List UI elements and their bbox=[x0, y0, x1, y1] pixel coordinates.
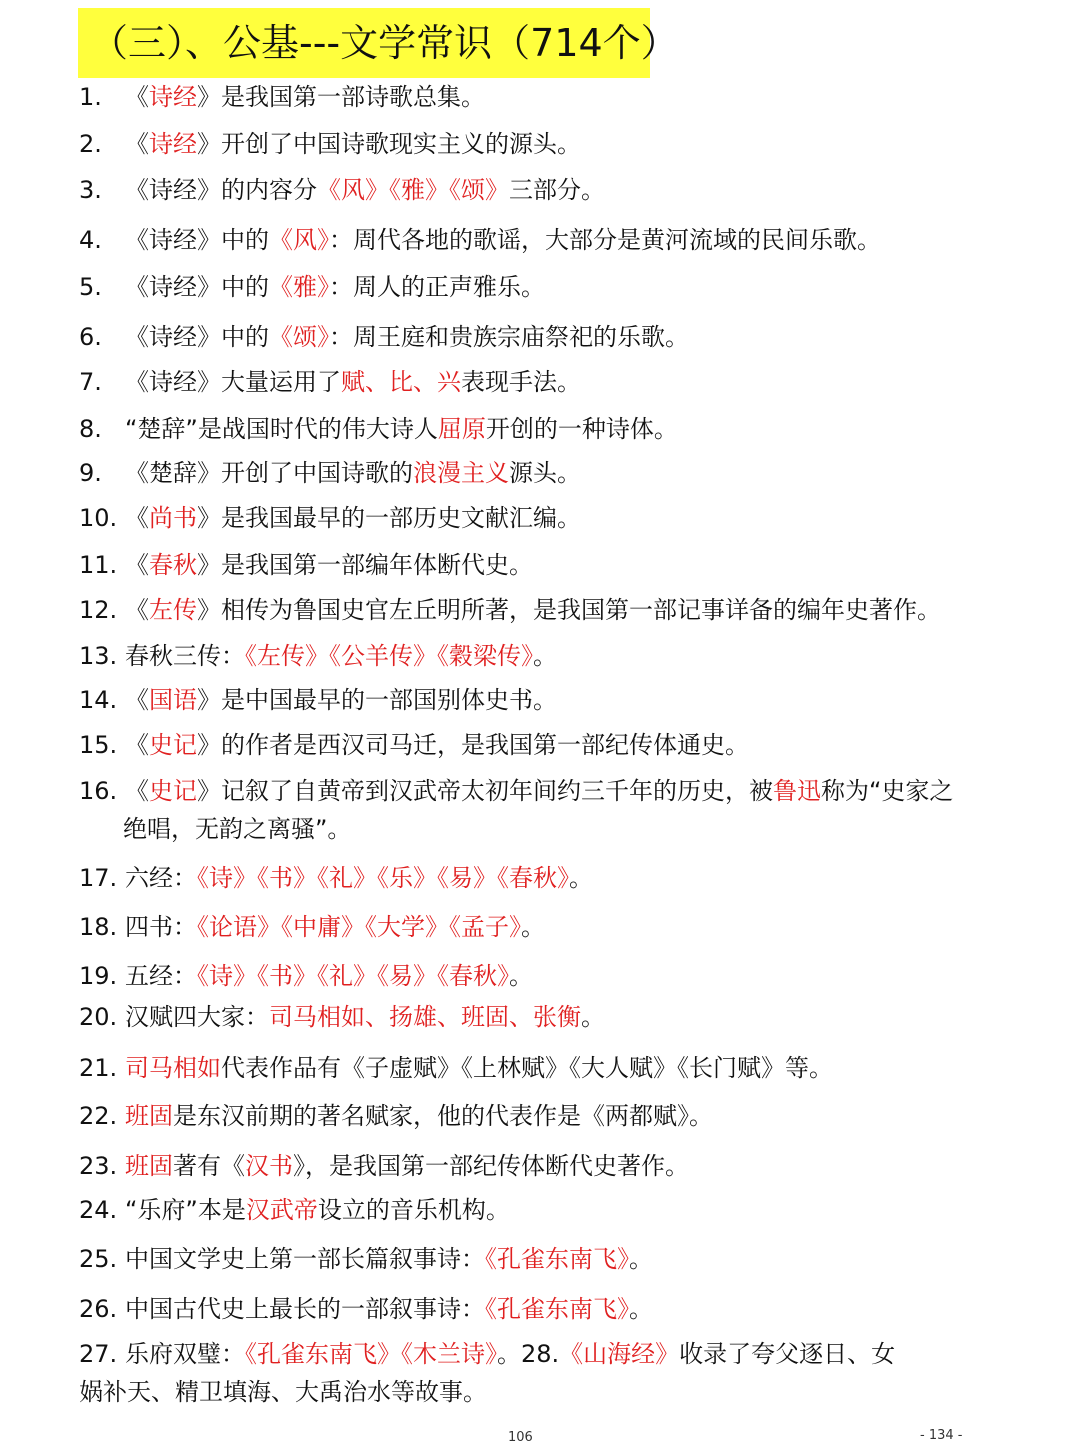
highlighted-text: 诗经 bbox=[149, 130, 197, 158]
list-item bbox=[79, 591, 979, 629]
list-item bbox=[79, 1240, 979, 1278]
highlighted-text: 史记 bbox=[149, 731, 197, 759]
highlighted-text: 司马相如、扬雄、班固、张衡 bbox=[269, 1003, 581, 1031]
highlighted-text: 屈原 bbox=[437, 415, 486, 443]
item-text: 《诗经》大量运用了 bbox=[125, 368, 341, 396]
item-text: 《 bbox=[125, 504, 149, 532]
item-text: 。 bbox=[533, 642, 557, 670]
item-number: 21. bbox=[79, 1054, 118, 1082]
item-text: 三部分。 bbox=[509, 176, 605, 204]
item-text: 中国古代史上最长的一部叙事诗： bbox=[125, 1295, 485, 1323]
list-item bbox=[79, 546, 979, 584]
list-item bbox=[79, 410, 979, 448]
item-text: 《诗经》中的 bbox=[125, 323, 269, 351]
list-item bbox=[79, 171, 979, 209]
item-text: “乐府”本是 bbox=[125, 1196, 246, 1224]
item-text: 。 bbox=[509, 962, 533, 990]
list-item bbox=[79, 268, 979, 306]
highlighted-text: 《左传》《公羊传》《穀梁传》 bbox=[245, 642, 533, 670]
item-text: 代表作品有《子虚赋》《上林赋》《大人赋》《长门赋》等。 bbox=[221, 1054, 833, 1082]
item-number: 24. bbox=[79, 1196, 118, 1224]
item-text: 《 bbox=[125, 777, 149, 805]
item-text: 》的作者是西汉司马迁，是我国第一部纪传体通史。 bbox=[197, 731, 749, 759]
highlighted-text: 国语 bbox=[149, 686, 197, 714]
list-item bbox=[79, 1147, 979, 1185]
item-text: 春秋三传： bbox=[125, 642, 245, 670]
highlighted-text: 尚书 bbox=[149, 504, 197, 532]
list-item bbox=[79, 221, 979, 259]
list-item bbox=[79, 363, 979, 401]
list-item bbox=[79, 681, 979, 719]
item-text: 》相传为鲁国史官左丘明所著，是我国第一部记事详备的编年史著作。 bbox=[197, 596, 941, 624]
highlighted-text: 《山海经》 bbox=[559, 1340, 680, 1368]
list-item bbox=[79, 454, 979, 492]
item-text: 称为“史家之 bbox=[821, 777, 954, 805]
list-item bbox=[79, 859, 979, 897]
item-number: 16. bbox=[79, 777, 118, 805]
highlighted-text: 汉武帝 bbox=[245, 1196, 318, 1224]
page-number-left: 106 bbox=[508, 1430, 533, 1445]
item-text: 《诗经》中的 bbox=[125, 226, 269, 254]
item-number: 23. bbox=[79, 1152, 118, 1180]
item-text: 《 bbox=[125, 83, 149, 111]
item-text: 》是我国最早的一部历史文献汇编。 bbox=[197, 504, 581, 532]
highlighted-text: 《论语》《中庸》《大学》《孟子》 bbox=[197, 913, 521, 941]
item-number: 5. bbox=[79, 273, 102, 301]
item-number: 6. bbox=[79, 323, 102, 351]
highlighted-text: 《诗》《书》《礼》《易》《春秋》 bbox=[197, 962, 509, 990]
highlighted-text: 春秋 bbox=[149, 551, 197, 579]
list-item bbox=[79, 908, 979, 946]
item-number: 17. bbox=[79, 864, 118, 892]
highlighted-text: 班固 bbox=[125, 1102, 173, 1130]
item-text: 设立的音乐机构。 bbox=[317, 1196, 510, 1224]
item-number: 27. bbox=[79, 1340, 118, 1368]
item-number: 11. bbox=[79, 551, 118, 579]
item-text: ：周人的正声雅乐。 bbox=[329, 273, 545, 301]
item-text: 《楚辞》开创了中国诗歌的 bbox=[125, 459, 413, 487]
list-item bbox=[79, 637, 979, 675]
item-text: 源头。 bbox=[509, 459, 581, 487]
item-text: 。 bbox=[629, 1245, 653, 1273]
item-continuation: 绝唱，无韵之离骚”。 bbox=[123, 815, 352, 843]
item-number: 18. bbox=[79, 913, 118, 941]
item-text: 。 bbox=[569, 864, 593, 892]
list-item bbox=[79, 1049, 979, 1087]
item-text: 《 bbox=[125, 686, 149, 714]
highlighted-text: 《风》 bbox=[269, 226, 329, 254]
item-text: 》记叙了自黄帝到汉武帝太初年间约三千年的历史，被 bbox=[197, 777, 773, 805]
item-number: 13. bbox=[79, 642, 118, 670]
highlighted-text: 左传 bbox=[149, 596, 197, 624]
highlighted-text: 《诗》《书》《礼》《乐》《易》《春秋》 bbox=[197, 864, 569, 892]
highlighted-text: 诗经 bbox=[149, 83, 197, 111]
highlighted-text: 《颂》 bbox=[269, 323, 329, 351]
highlighted-text: 《雅》 bbox=[269, 273, 329, 301]
item-number: 9. bbox=[79, 459, 102, 487]
item-text: 乐府双璧： bbox=[125, 1340, 245, 1368]
item-number: 2. bbox=[79, 130, 102, 158]
list-item bbox=[79, 125, 979, 163]
highlighted-text: 《孔雀东南飞》 bbox=[485, 1295, 629, 1323]
item-number: 22. bbox=[79, 1102, 118, 1130]
item-text: 》是我国第一部诗歌总集。 bbox=[197, 83, 485, 111]
list-item bbox=[79, 318, 979, 356]
list-item bbox=[79, 1335, 979, 1411]
item-text: 收录了夸父逐日、女 bbox=[679, 1340, 896, 1368]
item-text: 《诗经》的内容分 bbox=[125, 176, 317, 204]
item-text: ：周王庭和贵族宗庙祭祀的乐歌。 bbox=[329, 323, 689, 351]
item-text: 六经： bbox=[125, 864, 197, 892]
item-text: 《 bbox=[125, 731, 149, 759]
page-number-right: - 134 - bbox=[920, 1428, 963, 1443]
item-number: 1. bbox=[79, 83, 102, 111]
item-text: 。 bbox=[581, 1003, 605, 1031]
item-number: 15. bbox=[79, 731, 118, 759]
item-text: 《 bbox=[125, 596, 149, 624]
highlighted-text: 赋、比、兴 bbox=[341, 368, 461, 396]
item-number: 25. bbox=[79, 1245, 118, 1273]
item-text: 五经： bbox=[125, 962, 197, 990]
item-number: 26. bbox=[79, 1295, 118, 1323]
highlighted-text: 《风》《雅》《颂》 bbox=[317, 176, 509, 204]
list-item bbox=[79, 499, 979, 537]
item-text: 汉赋四大家： bbox=[125, 1003, 269, 1031]
highlighted-text: 《孔雀东南飞》 bbox=[485, 1245, 629, 1273]
item-text: 是东汉前期的著名赋家，他的代表作是《两都赋》。 bbox=[173, 1102, 713, 1130]
item-text: 四书： bbox=[125, 913, 197, 941]
item-number: 3. bbox=[79, 176, 102, 204]
item-number: 19. bbox=[79, 962, 118, 990]
item-text: 开创的一种诗体。 bbox=[485, 415, 678, 443]
highlighted-text: 史记 bbox=[149, 777, 197, 805]
highlighted-text: 浪漫主义 bbox=[413, 459, 509, 487]
list-item bbox=[79, 78, 979, 116]
list-item bbox=[79, 1191, 979, 1229]
item-number: 7. bbox=[79, 368, 102, 396]
item-text: 《 bbox=[125, 551, 149, 579]
item-text: 著有《 bbox=[173, 1152, 245, 1180]
highlighted-text: 鲁迅 bbox=[773, 777, 821, 805]
page-title: （三）、公基---文学常识（714个） bbox=[78, 8, 650, 78]
item-continuation: 娲补天、精卫填海、大禹治水等故事。 bbox=[79, 1378, 487, 1406]
item-text: 。28. bbox=[497, 1340, 560, 1368]
list-item bbox=[79, 957, 979, 995]
highlighted-text: 司马相如 bbox=[125, 1054, 221, 1082]
item-number: 10. bbox=[79, 504, 118, 532]
item-text: 》，是我国第一部纪传体断代史著作。 bbox=[293, 1152, 689, 1180]
item-text: 》是中国最早的一部国别体史书。 bbox=[197, 686, 557, 714]
item-text: 》是我国第一部编年体断代史。 bbox=[197, 551, 533, 579]
item-number: 8. bbox=[79, 415, 102, 443]
list-item bbox=[79, 1097, 979, 1135]
list-item bbox=[79, 998, 979, 1036]
item-text: 。 bbox=[521, 913, 545, 941]
item-number: 14. bbox=[79, 686, 118, 714]
highlighted-text: 班固 bbox=[125, 1152, 173, 1180]
highlighted-text: 汉书 bbox=[245, 1152, 293, 1180]
item-text: ：周代各地的歌谣，大部分是黄河流域的民间乐歌。 bbox=[329, 226, 881, 254]
item-number: 20. bbox=[79, 1003, 118, 1031]
item-text: “楚辞”是战国时代的伟大诗人 bbox=[125, 415, 438, 443]
item-text: 》开创了中国诗歌现实主义的源头。 bbox=[197, 130, 581, 158]
item-text: 《 bbox=[125, 130, 149, 158]
item-text: 。 bbox=[629, 1295, 653, 1323]
item-text: 表现手法。 bbox=[461, 368, 581, 396]
list-item bbox=[79, 772, 979, 848]
item-text: 《诗经》中的 bbox=[125, 273, 269, 301]
list-item bbox=[79, 726, 979, 764]
list-item bbox=[79, 1290, 979, 1328]
item-number: 4. bbox=[79, 226, 102, 254]
item-text: 中国文学史上第一部长篇叙事诗： bbox=[125, 1245, 485, 1273]
highlighted-text: 《孔雀东南飞》《木兰诗》 bbox=[245, 1340, 497, 1368]
item-number: 12. bbox=[79, 596, 118, 624]
